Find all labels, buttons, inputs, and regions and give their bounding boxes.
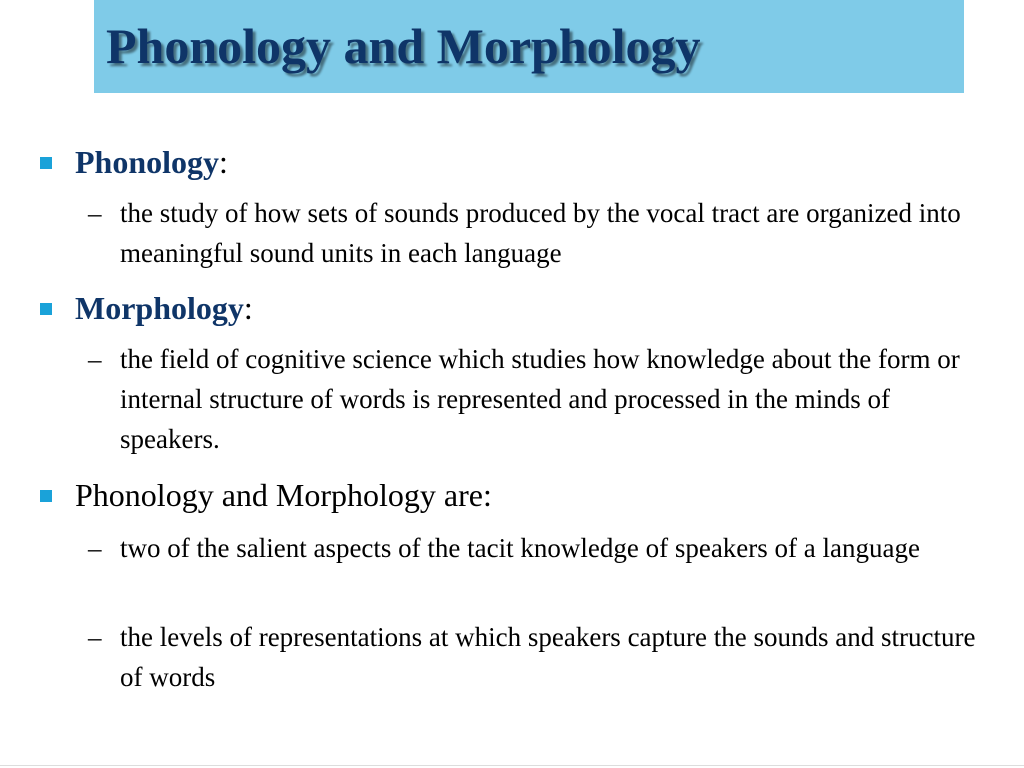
bullet-text	[75, 142, 228, 182]
sub-item-text: the levels of representations at which speakers capture the sounds and structure of words	[120, 622, 976, 692]
bullet-morphology	[40, 288, 980, 328]
square-bullet-icon	[40, 157, 52, 169]
dash-marker: –	[88, 533, 102, 563]
dash-marker: –	[88, 344, 102, 374]
sub-item-text: the study of how sets of sounds produced by the vocal tract are organized into meaningful sound units in each language	[120, 198, 961, 268]
term-suffix: :	[219, 144, 228, 180]
term-morphology: Morphology	[75, 290, 244, 326]
bullet-phonology	[40, 142, 980, 182]
sub-item-text: the field of cognitive science which studies how knowledge about the form or internal structure of words is represented and processed in the minds of speakers.	[120, 344, 960, 454]
bullet-text	[75, 288, 253, 328]
bullet-phonology-and-morphology	[40, 475, 980, 515]
square-bullet-icon	[40, 303, 52, 315]
slide-title: Phonology and Morphology	[106, 18, 701, 74]
term-suffix: :	[243, 290, 253, 326]
term-phonology: Phonology	[75, 144, 220, 180]
dash-marker: –	[88, 198, 102, 228]
square-bullet-icon	[40, 490, 52, 502]
bullet-text: Phonology and Morphology are:	[75, 477, 492, 513]
dash-marker: –	[88, 622, 102, 652]
slide-bottom-divider	[0, 765, 1024, 766]
sub-item-text: two of the salient aspects of the tacit knowledge of speakers of a language	[120, 533, 920, 563]
